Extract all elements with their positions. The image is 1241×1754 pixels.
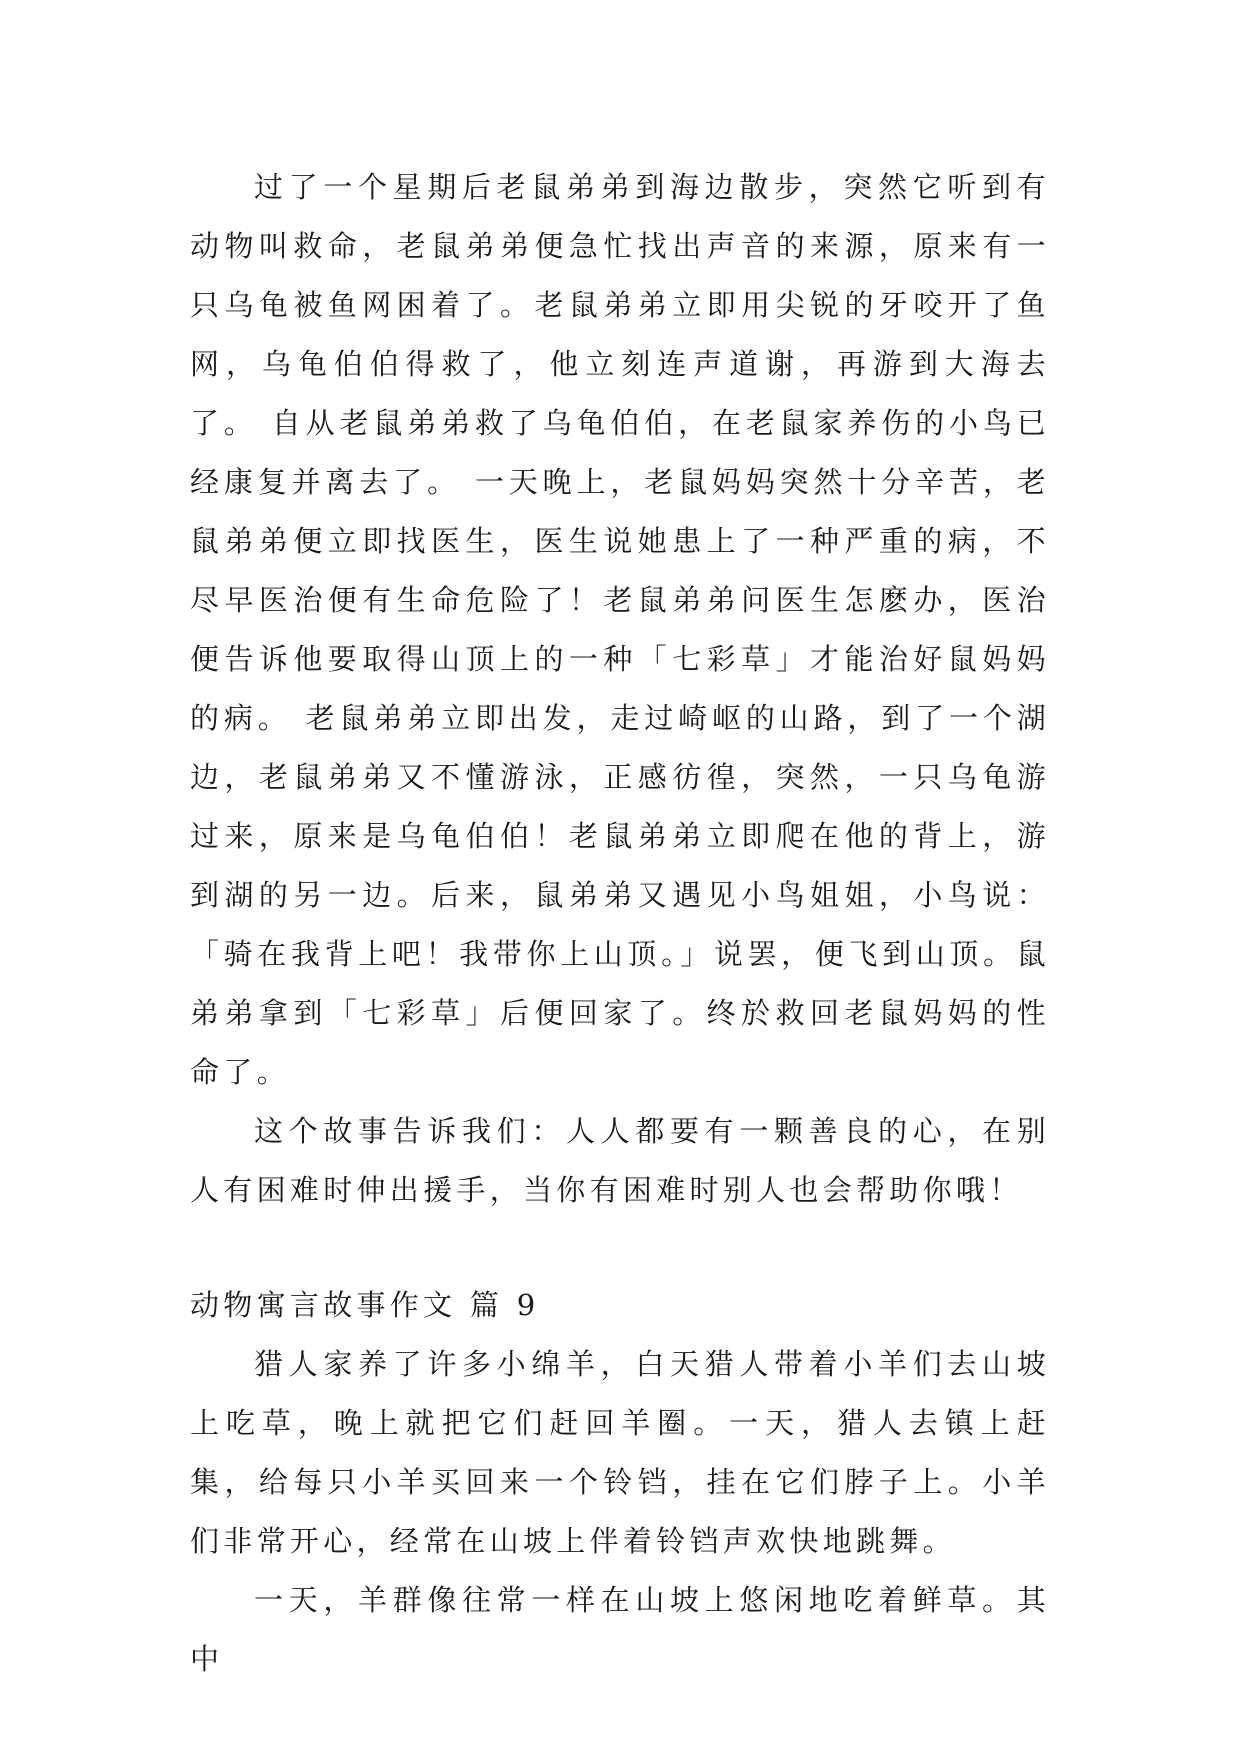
section-heading: 动物寓言故事作文 篇 9	[190, 1288, 540, 1322]
document-page	[190, 158, 1050, 1689]
story-paragraph-1: 过了一个星期后老鼠弟弟到海边散步，突然它听到有动物叫救命，老鼠弟弟便急忙找出声音的来源，原来有一只乌龟被鱼网困着了。老鼠弟弟立即用尖锐的牙咬开了鱼网，乌龟伯伯得救了，他立刻连声道谢，再游到大海去了。 自从老鼠弟弟救了乌龟伯伯，在老鼠家养伤的小鸟已经康复并离去了。 一天晚上，老鼠妈妈突然十分辛苦，老鼠弟弟便立即找医生，医生说她患上了一种严重的病，不尽早医治便有生命危险了！老鼠弟弟问医生怎麽办，医治便告诉他要取得山顶上的一种「七彩草」才能治好鼠妈妈的病。 老鼠弟弟立即出发，走过崎岖的山路，到了一个湖边，老鼠弟弟又不懂游泳，正感彷徨，突然，一只乌龟游过来，原来是乌龟伯伯！老鼠弟弟立即爬在他的背上，游到湖的另一边。后来，鼠弟弟又遇见小鸟姐姐，小鸟说：「骑在我背上吧！我带你上山顶。」说罢，便飞到山顶。鼠弟弟拿到「七彩草」后便回家了。终於救回老鼠妈妈的性命了。	[190, 170, 1050, 1089]
story-moral-paragraph: 这个故事告诉我们：人人都要有一颗善良的心，在别人有困难时伸出援手，当你有困难时别人也会帮助你哦！	[190, 1114, 1050, 1207]
story-paragraph-3: 一天，羊群像往常一样在山坡上悠闲地吃着鲜草。其中	[190, 1583, 1050, 1676]
story-paragraph-2: 猎人家养了许多小绵羊，白天猎人带着小羊们去山坡上吃草，晚上就把它们赶回羊圈。一天，猎人去镇上赶集，给每只小羊买回来一个铃铛，挂在它们脖子上。小羊们非常开心，经常在山坡上伴着铃铛声欢快地跳舞。	[190, 1347, 1050, 1558]
